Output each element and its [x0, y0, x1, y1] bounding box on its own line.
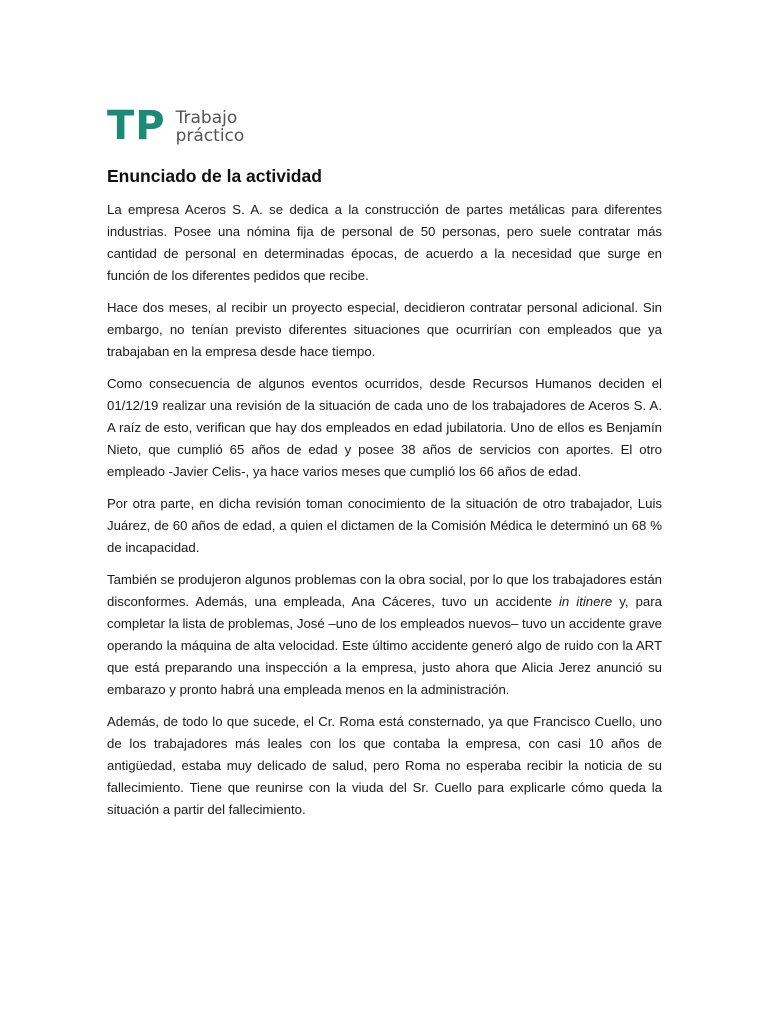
logo-mark: TP: [107, 103, 166, 149]
logo-line-2: práctico: [175, 126, 245, 146]
paragraph-5: [107, 569, 662, 701]
tp-logo: [107, 104, 244, 148]
page-title: Enunciado de la actividad: [107, 166, 322, 186]
logo-text: [176, 107, 245, 145]
paragraph-5-part-1: También se produjeron algunos problemas con la obra social, por lo que los trabajadores están disconformes. Además, una empleada, Ana Cáceres, tuvo un accidente: [107, 572, 662, 609]
paragraph-3: Como consecuencia de algunos eventos ocurridos, desde Recursos Humanos deciden el 01/12/19 realizar una revisión de la situación de cada uno de los trabajadores de Aceros S. A. A raíz de esto, verifican que hay dos empleados en edad jubilatoria. Uno de ellos es Benjamín Nieto, que cumplió 65 años de edad y posee 38 años de servicios con aportes. El otro empleado -Javier Celis-, ya hace varios meses que cumplió los 66 años de edad.: [107, 376, 662, 479]
paragraph-6: Además, de todo lo que sucede, el Cr. Roma está consternado, ya que Francisco Cuello, uno de los trabajadores más leales con los que contaba la empresa, con casi 10 años de antigüedad, estaba muy delicado de salud, pero Roma no esperaba recibir la noticia de su fallecimiento. Tiene que reunirse con la viuda del Sr. Cuello para explicarle cómo queda la situación a partir del fallecimiento.: [107, 714, 662, 817]
paragraph-4: Por otra parte, en dicha revisión toman conocimiento de la situación de otro trabajador, Luis Juárez, de 60 años de edad, a quien el dictamen de la Comisión Médica le determinó un 68 % de incapacidad.: [107, 496, 662, 555]
logo-line-1: Trabajo: [175, 108, 238, 128]
paragraph-5-part-2: y, para completar la lista de problemas, José –uno de los empleados nuevos– tuvo un accidente grave operando la máquina de alta velocidad. Este último accidente generó algo de ruido con la ART que está preparando una inspección a la empresa, justo ahora que Alicia Jerez anunció su embarazo y pronto habrá una empleada menos en la administración.: [107, 594, 662, 697]
document-body: [107, 166, 662, 831]
paragraph-2: Hace dos meses, al recibir un proyecto especial, decidieron contratar personal adicional. Sin embargo, no tenían previsto diferentes situaciones que ocurrirían con empleados que ya trabajaban en la empresa desde hace tiempo.: [107, 300, 662, 359]
paragraph-1: La empresa Aceros S. A. se dedica a la construcción de partes metálicas para diferentes industrias. Posee una nómina fija de personal de 50 personas, pero suele contratar más cantidad de personal en determinadas épocas, de acuerdo a la necesidad que surge en función de los diferentes pedidos que recibe.: [107, 202, 662, 283]
paragraph-5-italic: in itinere: [558, 594, 613, 609]
